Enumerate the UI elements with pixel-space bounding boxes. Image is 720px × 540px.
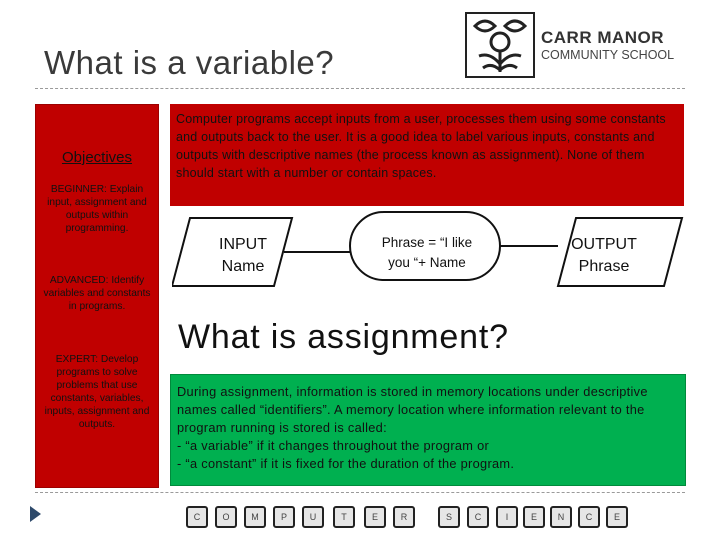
key-i: I [496, 506, 518, 528]
process-line-1: Phrase = “I like [381, 235, 473, 250]
key-m: M [244, 506, 266, 528]
objective-beginner: BEGINNER: Explain input, assignment and outputs within programming. [47, 184, 147, 234]
output-line-2: Phrase [578, 258, 630, 275]
header-divider [35, 88, 685, 89]
school-crest-icon [465, 12, 535, 78]
process-label [352, 233, 502, 273]
key-s: S [438, 506, 460, 528]
key-o: O [215, 506, 237, 528]
objective-advanced: ADVANCED: Identify variables and constants in programs. [43, 275, 151, 312]
footer-divider [35, 492, 685, 493]
key-c2: C [467, 506, 489, 528]
objectives-heading: Objectives [61, 149, 133, 166]
assignment-text: During assignment, information is stored in memory locations under descriptive names called “identifiers”. A memory location where information relevant to the program running is stored is called: [177, 384, 648, 435]
school-name: CARR MANOR [541, 28, 665, 47]
key-p: P [273, 506, 295, 528]
key-t: T [333, 506, 355, 528]
key-r: R [393, 506, 415, 528]
key-e3: E [606, 506, 628, 528]
output-line-1: OUTPUT [571, 236, 637, 253]
key-e2: E [523, 506, 545, 528]
intro-box: Computer programs accept inputs from a user, processes them using some constants and outputs back to the user. It is a good idea to label various inputs, constants and outputs with descriptive names (the process known as assignment). None of them should start with a number or contain spaces. [170, 104, 684, 206]
key-n: N [550, 506, 572, 528]
key-u: U [302, 506, 324, 528]
school-subtitle: COMMUNITY SCHOOL [541, 48, 675, 62]
key-e: E [364, 506, 386, 528]
input-label [193, 234, 293, 278]
input-line-1: INPUT [219, 236, 267, 253]
assignment-heading: What is assignment? [178, 318, 509, 356]
process-line-2: you “+ Name [388, 255, 466, 270]
assignment-box [170, 374, 686, 486]
input-line-2: Name [221, 258, 265, 275]
page-title: What is a variable? [44, 44, 335, 81]
assignment-bullet-constant: - “a constant” if it is fixed for the duration of the program. [177, 456, 515, 471]
key-c: C [186, 506, 208, 528]
objective-expert: EXPERT: Develop programs to solve problems that use constants, variables, inputs, assignment and outputs. [44, 354, 150, 430]
play-triangle-icon [30, 506, 41, 522]
key-c3: C [578, 506, 600, 528]
output-label [554, 234, 654, 278]
assignment-bullet-variable: - “a variable” if it changes throughout the program or [177, 438, 490, 453]
